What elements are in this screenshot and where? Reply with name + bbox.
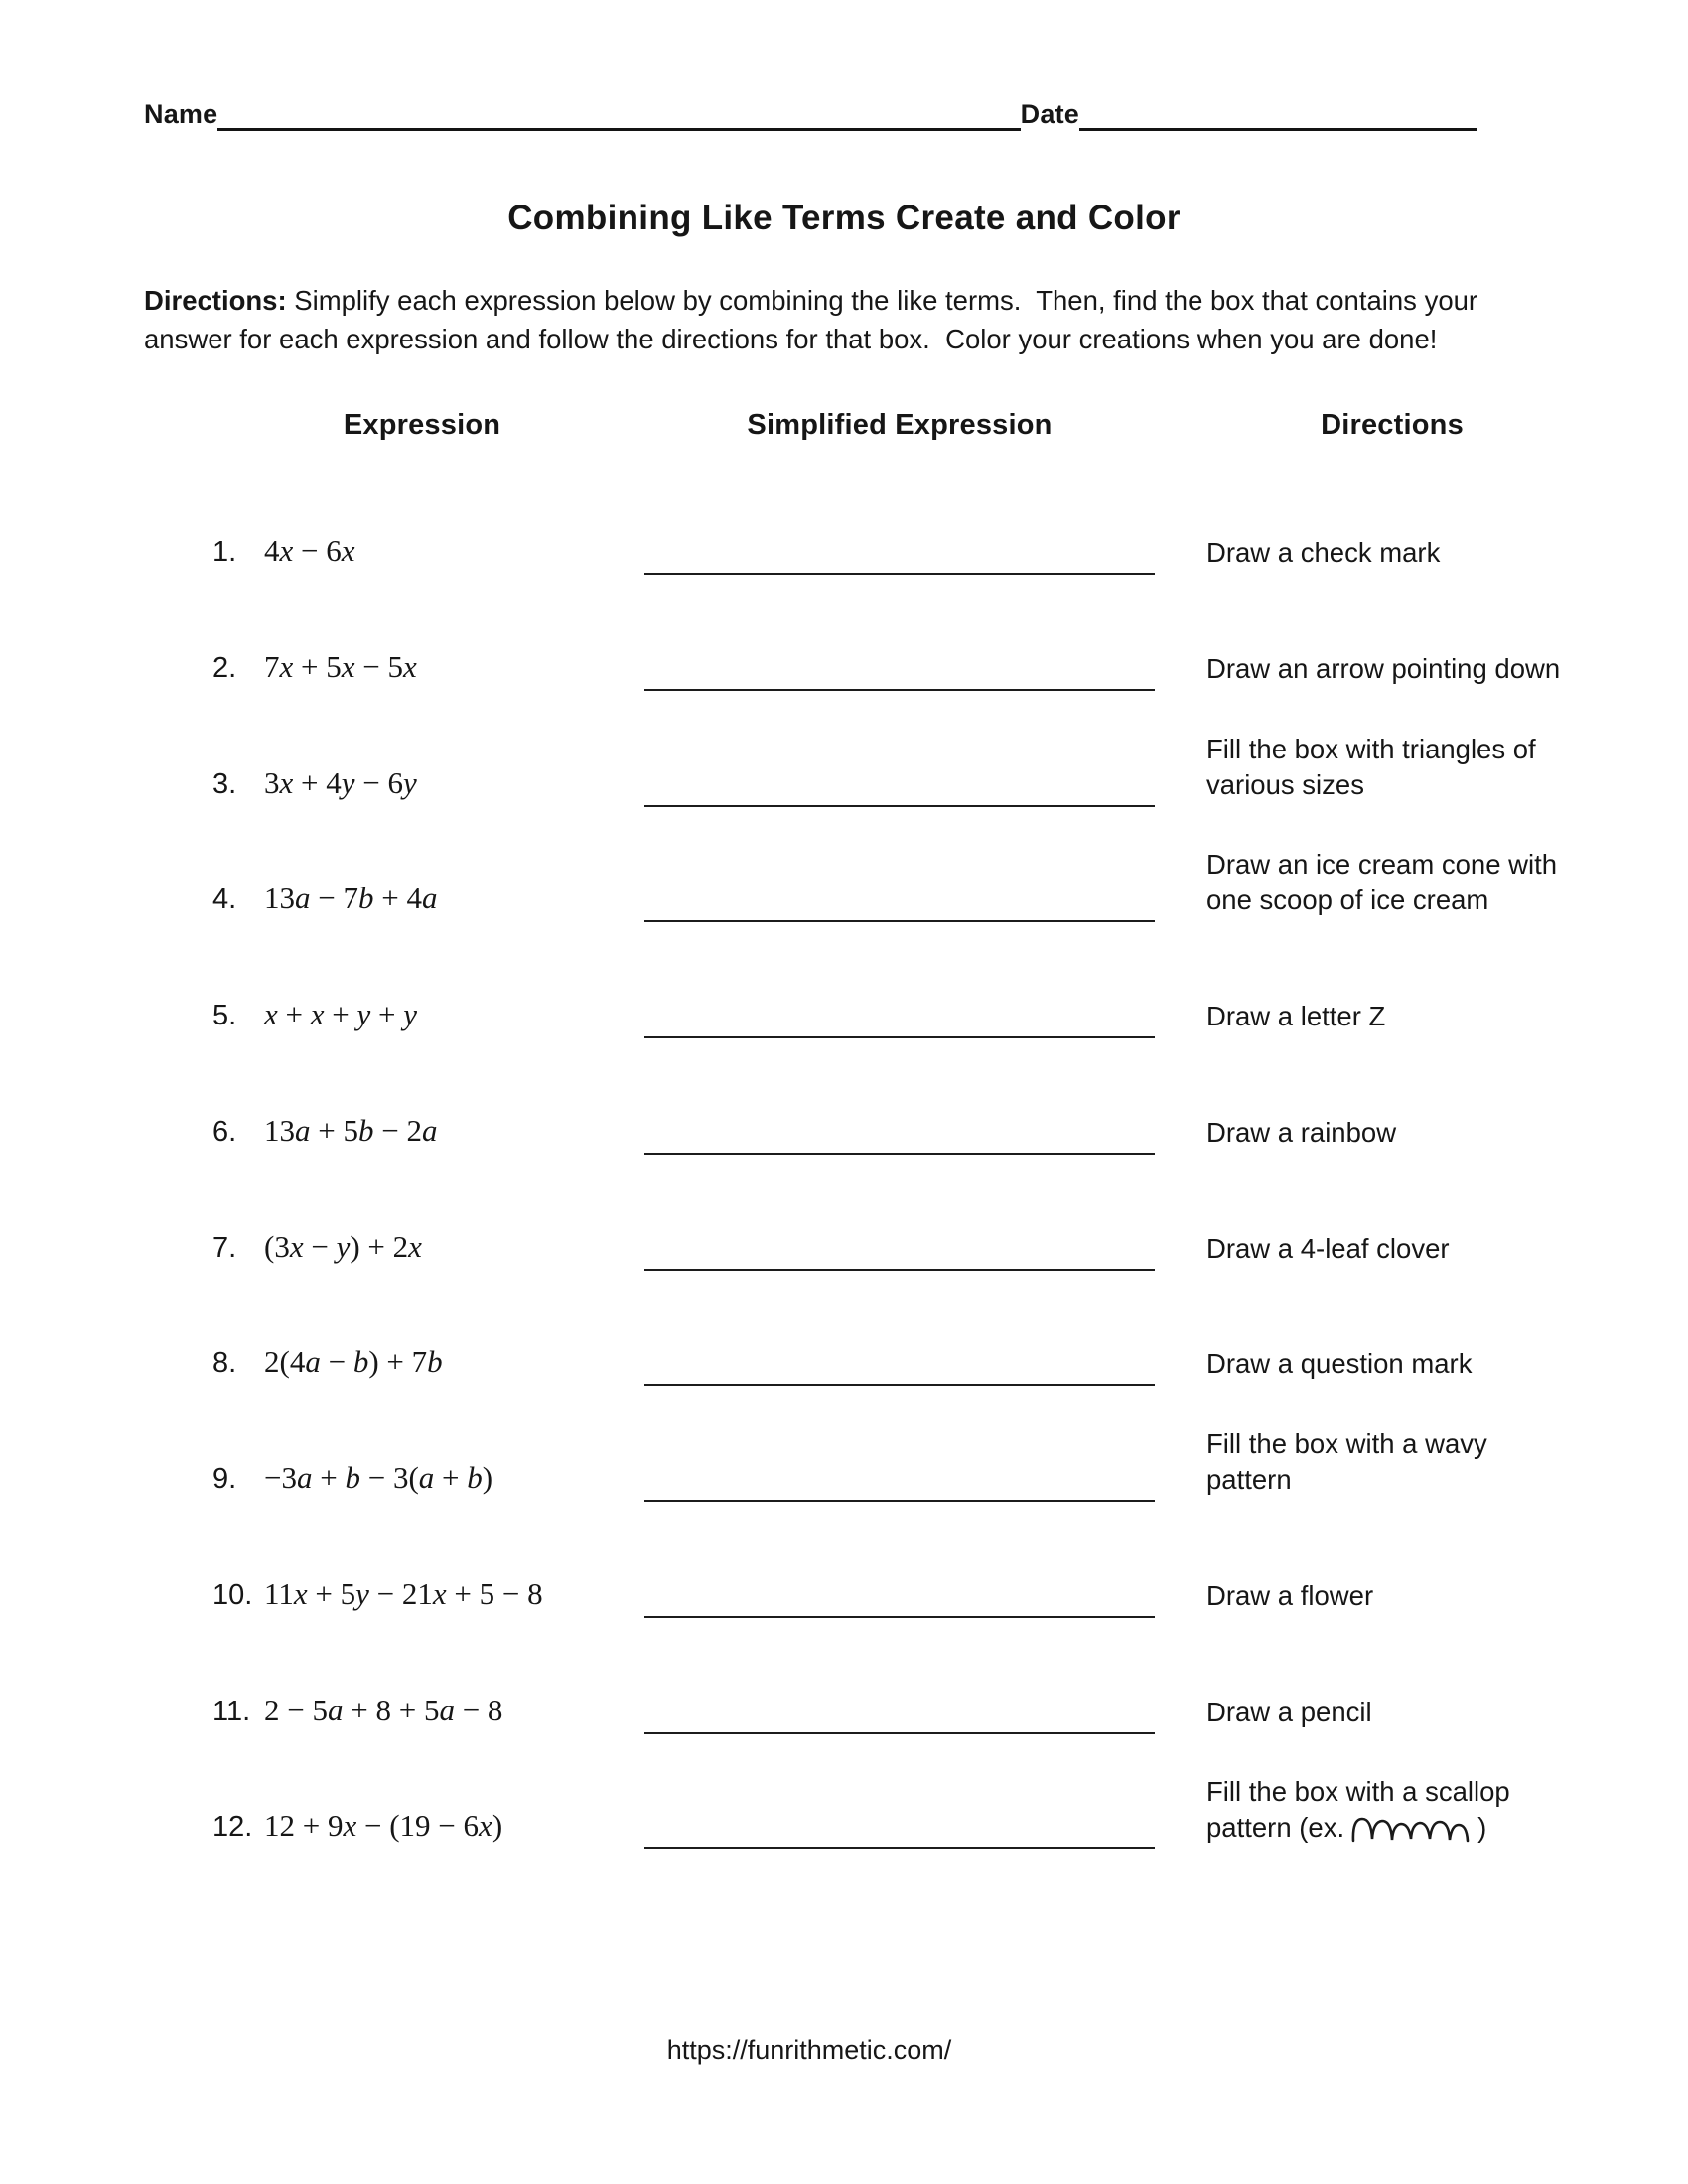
problem-number: 4. <box>212 884 237 915</box>
problem-direction: Draw a pencil <box>1206 1697 1372 1727</box>
problem-row-1 <box>0 481 1688 577</box>
problem-direction: Draw a flower <box>1206 1580 1374 1611</box>
name-date-header <box>144 99 1477 131</box>
problem-row-7 <box>0 1177 1688 1273</box>
problem-direction: Draw a rainbow <box>1206 1117 1397 1148</box>
column-header-simplified-expression: Simplified Expression <box>747 409 1053 441</box>
problem-direction: Fill the box with a scallop pattern (ex. ) <box>1206 1776 1510 1843</box>
problem-row-12 <box>0 1756 1688 1851</box>
problem-number: 12. <box>212 1811 253 1843</box>
directions-text: Simplify each expression below by combining the like terms. Then, find the box that contains your answer for each expression and follow the directions for that box. Color your creations when you are done! <box>144 285 1485 354</box>
answer-blank <box>644 1036 1155 1038</box>
problem-expression: 2 − 5a + 8 + 5a − 8 <box>264 1693 503 1727</box>
problem-row-5 <box>0 945 1688 1040</box>
date-label: Date <box>1020 99 1079 129</box>
problem-row-11 <box>0 1641 1688 1736</box>
directions-label: Directions: <box>144 285 287 316</box>
answer-blank <box>644 1847 1155 1849</box>
problem-direction: Draw a question mark <box>1206 1348 1473 1379</box>
date-blank-line <box>1079 101 1477 131</box>
problem-expression: −3a + b − 3(a + b) <box>264 1460 493 1495</box>
problem-number: 8. <box>212 1347 237 1379</box>
problem-number: 11. <box>212 1696 251 1727</box>
problem-direction: Draw an ice cream cone with one scoop of ice cream <box>1206 849 1558 915</box>
answer-blank <box>644 1384 1155 1386</box>
problem-number: 10. <box>212 1579 253 1611</box>
problem-expression: 13a − 7b + 4a <box>264 881 438 915</box>
problem-expression: x + x + y + y <box>264 997 418 1031</box>
problem-row-10 <box>0 1525 1688 1620</box>
name-label: Name <box>144 99 218 129</box>
problem-direction: Draw a check mark <box>1206 537 1441 568</box>
answer-blank <box>644 689 1155 691</box>
problem-direction: Draw an arrow pointing down <box>1206 653 1561 684</box>
scallop-pattern-example-icon <box>1350 1813 1476 1843</box>
footer-url: https://funrithmetic.com/ <box>666 2035 952 2065</box>
problem-row-8 <box>0 1293 1688 1388</box>
answer-blank <box>644 1732 1155 1734</box>
answer-blank <box>644 1616 1155 1618</box>
problem-expression: (3x − y) + 2x <box>264 1229 422 1264</box>
problem-expression: 3x + 4y − 6y <box>264 765 417 800</box>
answer-blank <box>644 1153 1155 1155</box>
answer-blank <box>644 573 1155 575</box>
column-header-directions: Directions <box>1321 409 1464 441</box>
column-header-expression: Expression <box>343 409 501 441</box>
problem-direction: Fill the box with a wavy pattern <box>1206 1429 1487 1495</box>
problem-number: 7. <box>212 1232 237 1264</box>
problem-expression: 11x + 5y − 21x + 5 − 8 <box>264 1576 543 1611</box>
problem-expression: 4x − 6x <box>264 533 355 568</box>
name-blank-line <box>217 101 1020 131</box>
problem-row-6 <box>0 1061 1688 1157</box>
answer-blank <box>644 1269 1155 1271</box>
problem-number: 3. <box>212 768 237 800</box>
problem-row-4 <box>0 829 1688 924</box>
answer-blank <box>644 920 1155 922</box>
problem-expression: 13a + 5b − 2a <box>264 1113 438 1148</box>
problem-row-9 <box>0 1409 1688 1504</box>
problem-number: 9. <box>212 1463 237 1495</box>
problem-expression: 7x + 5x − 5x <box>264 649 417 684</box>
problem-expression: 12 + 9x − (19 − 6x) <box>264 1808 503 1843</box>
problem-row-2 <box>0 598 1688 693</box>
problem-number: 1. <box>212 536 237 568</box>
problem-number: 5. <box>212 1000 237 1031</box>
problem-number: 6. <box>212 1116 237 1148</box>
page-title: Combining Like Terms Create and Color <box>507 199 1181 237</box>
problem-expression: 2(4a − b) + 7b <box>264 1344 443 1379</box>
column-header-row <box>0 409 1688 449</box>
problem-row-3 <box>0 714 1688 809</box>
problem-direction: Fill the box with triangles of various sizes <box>1206 734 1536 800</box>
directions-paragraph <box>144 281 1485 358</box>
problem-direction: Draw a letter Z <box>1206 1001 1386 1031</box>
answer-blank <box>644 805 1155 807</box>
problem-direction: Draw a 4-leaf clover <box>1206 1233 1450 1264</box>
answer-blank <box>644 1500 1155 1502</box>
problem-number: 2. <box>212 652 237 684</box>
